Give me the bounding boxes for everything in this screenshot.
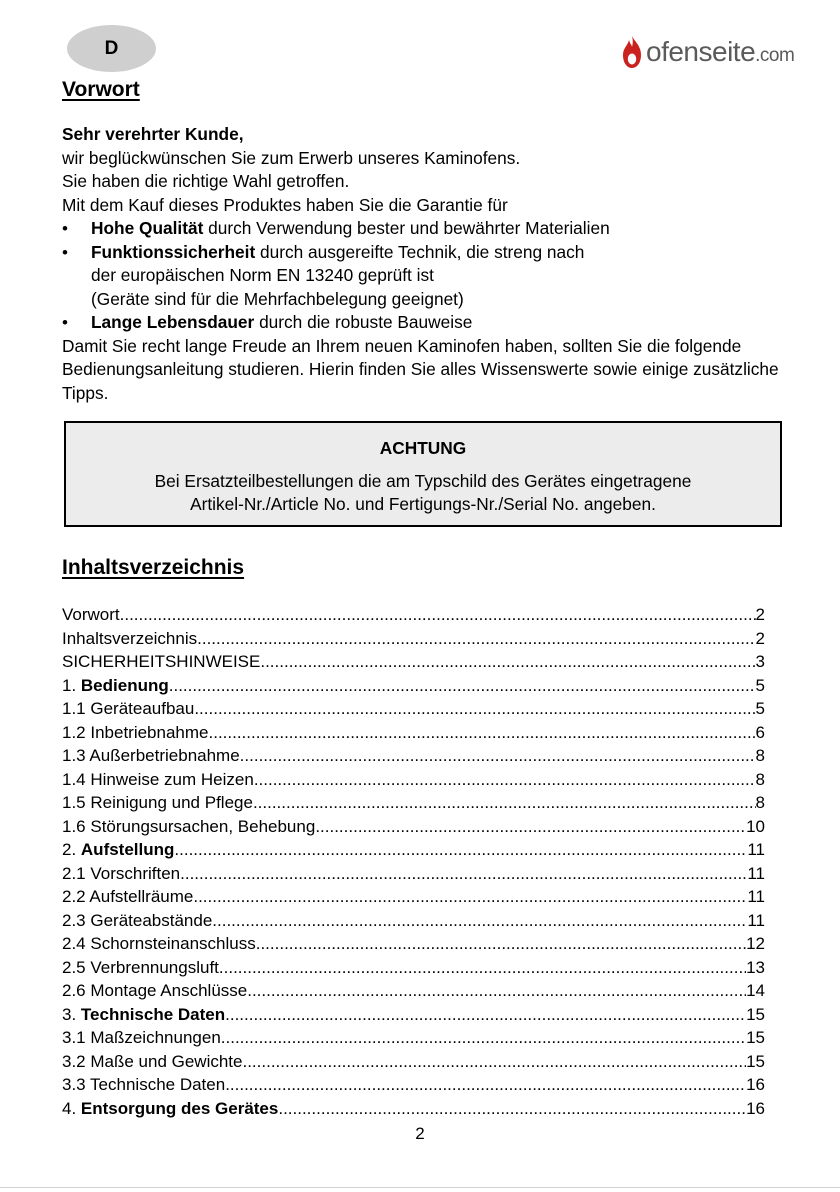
toc-entry-label: 2.5 Verbrennungsluft xyxy=(62,957,219,977)
toc-entry xyxy=(62,885,765,909)
toc-entry xyxy=(62,956,765,980)
toc-entry-page: 11 xyxy=(747,840,765,859)
toc-leader-dots xyxy=(197,627,755,651)
toc-entry-label: 2.4 Schornsteinanschluss xyxy=(62,934,256,953)
toc-entry-page: 15 xyxy=(746,1004,765,1024)
feature-item: • Lange Lebensdauer durch die robuste Bauweise xyxy=(62,311,782,335)
toc-entry xyxy=(62,1026,765,1050)
toc-leader-dots xyxy=(180,862,747,886)
toc-leader-dots xyxy=(315,815,746,839)
warning-text-line: Bei Ersatzteilbestellungen die am Typschild des Gerätes eingetragene xyxy=(154,470,692,491)
toc-entry-label: 3.1 Maßzeichnungen xyxy=(62,1028,221,1047)
toc-entry-page: 11 xyxy=(747,887,765,906)
toc-leader-dots xyxy=(278,1097,746,1121)
toc-leader-dots xyxy=(256,932,746,956)
toc-entry xyxy=(62,838,765,862)
toc-entry-page: 16 xyxy=(746,1098,765,1118)
toc-leader-dots xyxy=(219,956,746,980)
toc-entry-label: 1.3 Außerbetriebnahme xyxy=(62,746,240,765)
toc-entry-page: 5 xyxy=(755,699,765,718)
toc-entry xyxy=(62,932,765,956)
toc-entry xyxy=(62,1050,765,1074)
toc-leader-dots xyxy=(253,791,756,815)
toc-entry xyxy=(62,791,765,815)
page-number: 2 xyxy=(415,1124,425,1143)
toc-entry-label: 1. Bedienung xyxy=(62,675,169,695)
toc-leader-dots xyxy=(212,909,747,933)
foreword-body xyxy=(62,123,782,405)
toc-entry-page: 11 xyxy=(747,863,765,883)
toc-entry-label: 3. Technische Daten xyxy=(62,1004,226,1024)
toc-entry-label: 2. Aufstellung xyxy=(62,840,175,859)
toc-entry-label: 1.4 Hinweise zum Heizen xyxy=(62,769,254,789)
closing-paragraph: Damit Sie recht lange Freude an Ihrem neuen Kaminofen haben, sollten Sie die folgende Bedienungsanleitung studieren. Hierin finden Sie alles Wissenswerte sowie einige zusätzliche Tipps. xyxy=(62,335,779,403)
toc-heading: Inhaltsverzeichnis xyxy=(62,556,245,579)
bottom-rule xyxy=(0,1187,840,1188)
toc-entry-label: 2.2 Aufstellräume xyxy=(62,887,194,906)
toc-entry-page: 6 xyxy=(755,722,765,742)
toc-leader-dots xyxy=(240,744,756,768)
toc-entry-page: 3 xyxy=(755,652,765,671)
toc-entry-label: 2.6 Montage Anschlüsse xyxy=(62,981,248,1000)
toc-entry-page: 8 xyxy=(755,793,765,812)
toc-entry xyxy=(62,1073,765,1097)
toc-leader-dots xyxy=(260,650,755,674)
warning-box xyxy=(64,421,782,527)
toc-entry xyxy=(62,979,765,1003)
language-badge-label: D xyxy=(104,37,119,59)
toc-entry-page: 16 xyxy=(746,1075,765,1094)
flame-icon xyxy=(620,35,644,69)
salutation: Sehr verehrter Kunde, xyxy=(62,124,244,144)
language-badge xyxy=(67,25,156,72)
toc-entry-page: 8 xyxy=(755,769,765,789)
toc-entry xyxy=(62,650,765,674)
intro-line: Mit dem Kauf dieses Produktes haben Sie die Garantie für xyxy=(62,194,508,215)
toc-entry-label: 3.3 Technische Daten xyxy=(62,1075,226,1094)
feature-list xyxy=(62,217,782,335)
toc-entry xyxy=(62,815,765,839)
toc-entry-page: 12 xyxy=(746,934,765,953)
toc-entry-page: 15 xyxy=(746,1051,765,1071)
toc-entry xyxy=(62,744,765,768)
toc-leader-dots xyxy=(242,1050,746,1074)
toc-entry xyxy=(62,697,765,721)
brand-logo xyxy=(620,30,794,74)
toc-entry-page: 2 xyxy=(755,628,765,648)
toc-entry xyxy=(62,1097,765,1121)
warning-text-line: Artikel-Nr./Article No. und Fertigungs-Nr./Serial No. angeben. xyxy=(190,494,656,514)
toc-entry-page: 10 xyxy=(746,816,765,836)
toc-entry xyxy=(62,862,765,886)
toc-leader-dots xyxy=(225,1003,746,1027)
toc-entry-label: Vorwort xyxy=(62,605,120,624)
table-of-contents xyxy=(62,603,765,1120)
toc-entry-label: 2.3 Geräteabstände xyxy=(62,910,213,930)
toc-entry xyxy=(62,721,765,745)
logo-text: ofenseite.com xyxy=(646,36,795,67)
toc-leader-dots xyxy=(120,603,756,627)
toc-entry-label: 1.5 Reinigung und Pflege xyxy=(62,793,253,812)
toc-entry xyxy=(62,603,765,627)
intro-line: wir beglückwünschen Sie zum Erwerb unseres Kaminofens. xyxy=(62,147,521,168)
toc-entry-page: 8 xyxy=(755,746,765,765)
toc-entry-page: 14 xyxy=(746,981,765,1000)
toc-leader-dots xyxy=(209,721,756,745)
toc-leader-dots xyxy=(247,979,746,1003)
toc-entry xyxy=(62,674,765,698)
toc-entry xyxy=(62,627,765,651)
toc-leader-dots xyxy=(194,697,755,721)
feature-item: • Funktionssicherheit durch ausgereifte Technik, die streng nach der europäischen Norm EN 13240 geprüft ist (Geräte sind für die Mehrfachbelegung geeignet) xyxy=(62,241,782,312)
toc-entry-page: 2 xyxy=(755,605,765,624)
toc-entry-label: 3.2 Maße und Gewichte xyxy=(62,1051,243,1071)
toc-entry-label: 4. Entsorgung des Gerätes xyxy=(62,1098,279,1118)
toc-entry-page: 13 xyxy=(746,957,765,977)
toc-entry xyxy=(62,768,765,792)
toc-entry-label: SICHERHEITSHINWEISE xyxy=(62,652,261,671)
feature-item: • Hohe Qualität durch Verwendung bester und bewährter Materialien xyxy=(62,217,782,241)
toc-entry-label: 1.1 Geräteaufbau xyxy=(62,699,195,718)
toc-entry-label: 1.2 Inbetriebnahme xyxy=(62,722,209,742)
toc-entry-page: 15 xyxy=(746,1028,765,1047)
warning-title: ACHTUNG xyxy=(379,438,467,458)
toc-entry-label: 1.6 Störungsursachen, Behebung xyxy=(62,816,316,836)
toc-entry-label: Inhaltsverzeichnis xyxy=(62,628,198,648)
toc-entry xyxy=(62,1003,765,1027)
foreword-heading: Vorwort xyxy=(62,78,140,101)
toc-entry-label: 2.1 Vorschriften xyxy=(62,863,181,883)
toc-leader-dots xyxy=(169,674,756,698)
toc-entry-page: 5 xyxy=(755,675,765,695)
toc-leader-dots xyxy=(221,1026,746,1050)
toc-leader-dots xyxy=(225,1073,746,1097)
toc-leader-dots xyxy=(174,838,747,862)
toc-leader-dots xyxy=(254,768,756,792)
toc-entry-page: 11 xyxy=(747,910,765,930)
intro-line: Sie haben die richtige Wahl getroffen. xyxy=(62,171,350,191)
toc-entry xyxy=(62,909,765,933)
toc-leader-dots xyxy=(193,885,747,909)
